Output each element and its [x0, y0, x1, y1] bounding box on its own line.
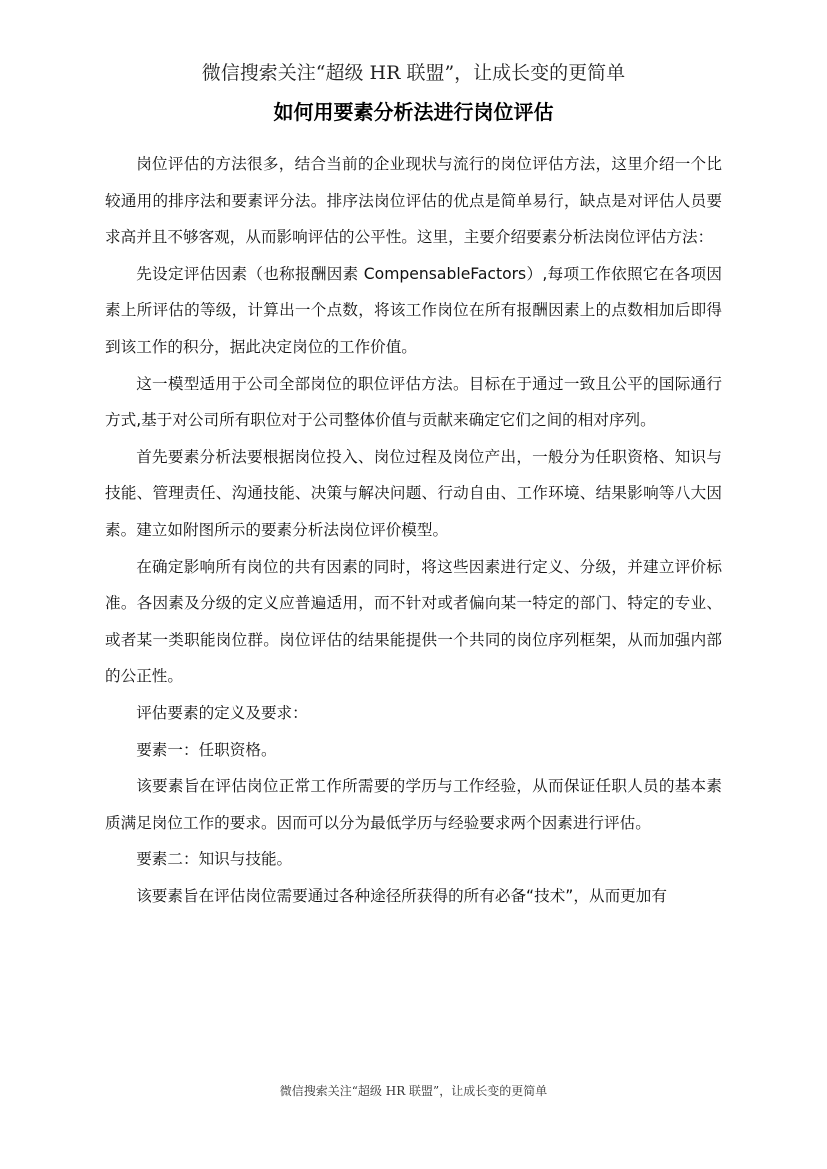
- paragraph: 要素二：知识与技能。: [136, 850, 293, 869]
- paragraph: 要素一：任职资格。: [136, 740, 277, 759]
- paragraph: 该要素旨在评估岗位正常工作所需要的学历与工作经验，从而保证任职人员的基本素质满足岗位工作的要求。因而可以分为最低学历与经验要求两个因素进行评估。: [105, 777, 722, 832]
- paragraph: 这一模型适用于公司全部岗位的职位评估方法。目标在于通过一致且公平的国际通行方式,基于对公司所有职位对于公司整体价值与贡献来确定它们之间的相对序列。: [105, 374, 722, 430]
- paragraph: 先设定评估因素（也称报酬因素 CompensableFactors）,每项工作依照它在各项因素上所评估的等级，计算出一个点数，将该工作岗位在所有报酬因素上的点数相加后即得到该工作的积分，据此决定岗位的工作价值。: [105, 264, 722, 356]
- paragraph: 该要素旨在评估岗位需要通过各种途径所获得的所有必备“技术”，从而更加有: [136, 886, 667, 905]
- paragraph: 岗位评估的方法很多，结合当前的企业现状与流行的岗位评估方法，这里介绍一个比较通用的排序法和要素评分法。排序法岗位评估的优点是简单易行，缺点是对评估人员要求高并且不够客观，从而影响评估的公平性。这里，主要介绍要素分析法岗位评估方法：: [105, 155, 722, 247]
- document-body: [105, 146, 722, 914]
- document-title: 如何用要素分析法进行岗位评估: [273, 100, 554, 124]
- paragraph: 首先要素分析法要根据岗位投入、岗位过程及岗位产出，一般分为任职资格、知识与技能、管理责任、沟通技能、决策与解决问题、行动自由、工作环境、结果影响等八大因素。建立如附图所示的要素分析法岗位评价模型。: [105, 447, 722, 539]
- page-header: 微信搜索关注“超级 HR 联盟”，让成长变的更简单: [201, 62, 626, 84]
- paragraph: 在确定影响所有岗位的共有因素的同时，将这些因素进行定义、分级，并建立评价标准。各因素及分级的定义应普遍适用，而不针对或者偏向某一特定的部门、特定的专业、或者某一类职能岗位群。岗位评估的结果能提供一个共同的岗位序列框架，从而加强内部的公正性。: [105, 557, 722, 686]
- page-footer: 微信搜索关注“超级 HR 联盟”，让成长变的更简单: [279, 1084, 548, 1098]
- paragraph: 评估要素的定义及要求：: [136, 703, 308, 722]
